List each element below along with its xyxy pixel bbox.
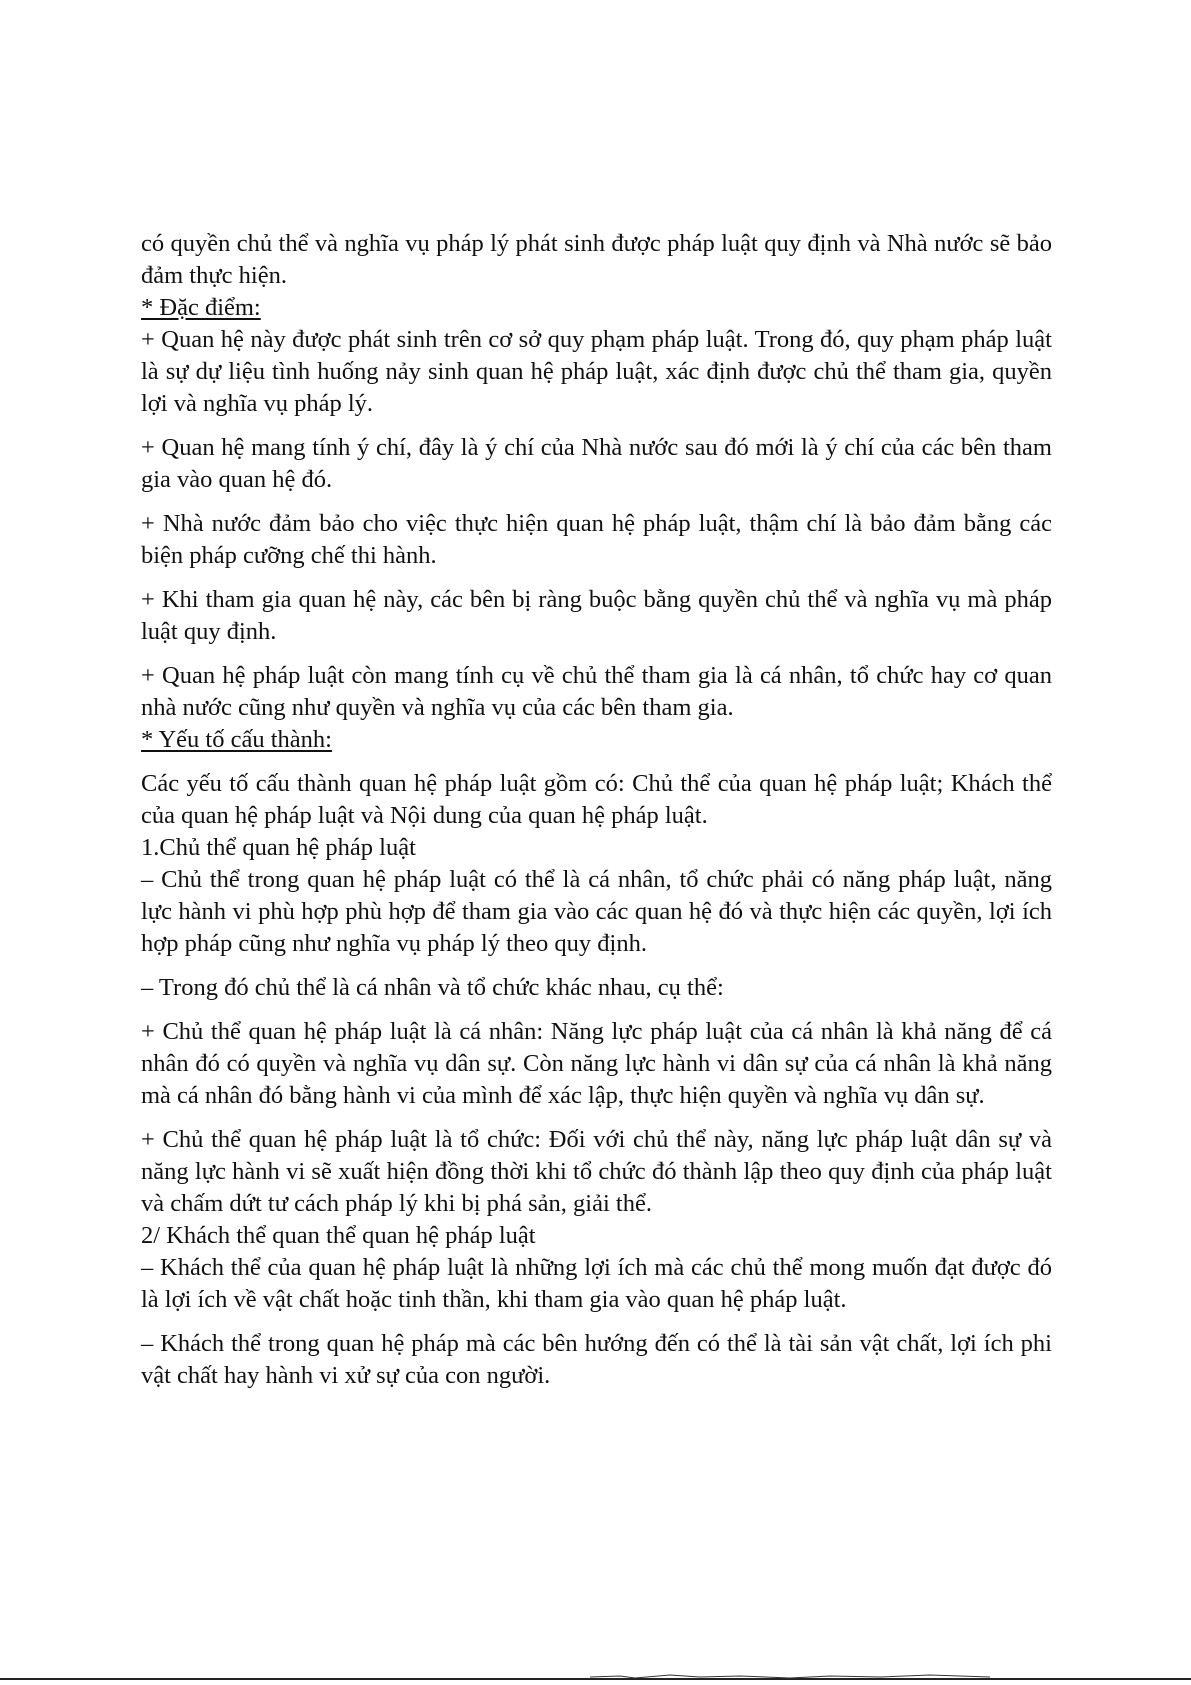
subject-item: + Chủ thể quan hệ pháp luật là tổ chức: Đối với chủ thể này, năng lực pháp luật dân sự và năng lực hành vi sẽ xuất hiện đồng thời khi tổ chức đó thành lập theo quy định của pháp luật và chấm dứt tư cách pháp lý khi bị phá sản, giải thể.	[141, 1126, 1052, 1217]
feature-item: + Quan hệ này được phát sinh trên cơ sở quy phạm pháp luật. Trong đó, quy phạm pháp luật là sự dự liệu tình huống nảy sinh quan hệ pháp luật, xác định được chủ thể tham gia, quyền lợi và nghĩa vụ pháp lý.	[141, 326, 1052, 417]
feature-item: + Nhà nước đảm bảo cho việc thực hiện quan hệ pháp luật, thậm chí là bảo đảm bằng các biện pháp cưỡng chế thi hành.	[141, 510, 1052, 569]
document-page	[141, 228, 1052, 1392]
feature-item: + Quan hệ mang tính ý chí, đây là ý chí của Nhà nước sau đó mới là ý chí của các bên tham gia vào quan hệ đó.	[141, 434, 1052, 493]
elements-summary: Các yếu tố cấu thành quan hệ pháp luật gồm có: Chủ thể của quan hệ pháp luật; Khách thể của quan hệ pháp luật và Nội dung của quan hệ pháp luật.	[141, 770, 1052, 829]
footer-artifact	[590, 1673, 990, 1679]
features-heading: * Đặc điểm:	[141, 294, 261, 321]
subject-item: – Chủ thể trong quan hệ pháp luật có thể là cá nhân, tổ chức phải có năng pháp luật, năng lực hành vi phù hợp phù hợp để tham gia vào các quan hệ đó và thực hiện các quyền, lợi ích hợp pháp cũng như nghĩa vụ pháp lý theo quy định.	[141, 866, 1052, 957]
intro-paragraph: có quyền chủ thể và nghĩa vụ pháp lý phát sinh được pháp luật quy định và Nhà nước sẽ bảo đảm thực hiện.	[141, 230, 1052, 289]
subject-item: + Chủ thể quan hệ pháp luật là cá nhân: Năng lực pháp luật của cá nhân là khả năng để cá nhân đó có quyền và nghĩa vụ dân sự. Còn năng lực hành vi dân sự của cá nhân là khả năng mà cá nhân đó bằng hành vi của mình để xác lập, thực hiện quyền và nghĩa vụ dân sự.	[141, 1018, 1052, 1109]
feature-item: + Quan hệ pháp luật còn mang tính cụ về chủ thể tham gia là cá nhân, tổ chức hay cơ quan nhà nước cũng như quyền và nghĩa vụ của các bên tham gia.	[141, 662, 1052, 721]
subject-item: – Trong đó chủ thể là cá nhân và tổ chức khác nhau, cụ thể:	[141, 974, 724, 1001]
object-item: – Khách thể trong quan hệ pháp mà các bên hướng đến có thể là tài sản vật chất, lợi ích phi vật chất hay hành vi xử sự của con người.	[141, 1330, 1052, 1389]
elements-heading: * Yếu tố cấu thành:	[141, 726, 332, 753]
subject-title: 1.Chủ thể quan hệ pháp luật	[141, 834, 416, 861]
object-item: – Khách thể của quan hệ pháp luật là những lợi ích mà các chủ thể mong muốn đạt được đó là lợi ích về vật chất hoặc tinh thần, khi tham gia vào quan hệ pháp luật.	[141, 1254, 1052, 1313]
object-title: 2/ Khách thể quan thể quan hệ pháp luật	[141, 1222, 536, 1249]
feature-item: + Khi tham gia quan hệ này, các bên bị ràng buộc bằng quyền chủ thể và nghĩa vụ mà pháp luật quy định.	[141, 586, 1052, 645]
